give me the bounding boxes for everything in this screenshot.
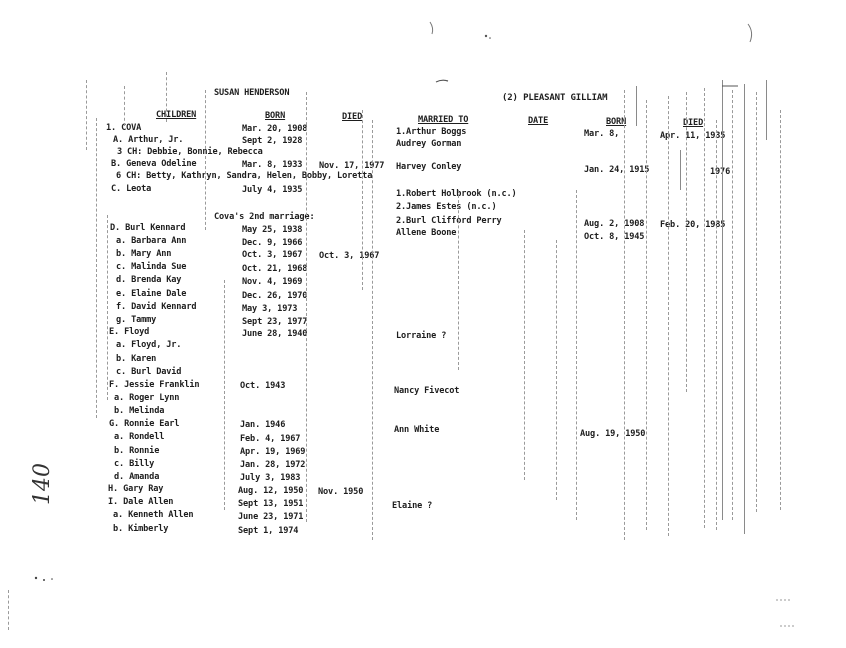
column-header-spouse-born: BORN	[606, 117, 627, 127]
entry-born: Oct. 1943	[240, 381, 286, 391]
entry-born: Sept 1, 1974	[238, 526, 299, 536]
entry-child: b. Melinda	[114, 406, 165, 416]
entry-born: June 28, 1940	[242, 329, 308, 339]
entry-child: a. Barbara Ann	[116, 236, 187, 246]
entry-married-to: Nancy Fivecot	[394, 386, 460, 396]
entry-married-to: Ann White	[394, 425, 440, 435]
entry-married-to: 1.Arthur Boggs	[396, 127, 467, 137]
column-header-date: DATE	[528, 116, 549, 126]
entry-spouse-died: 1976	[710, 167, 731, 177]
left-family-name: SUSAN HENDERSON	[214, 88, 290, 98]
entry-born: Dec. 26, 1970	[242, 291, 308, 301]
entry-born: Dec. 9, 1966	[242, 238, 303, 248]
entry-child: G. Ronnie Earl	[109, 419, 180, 429]
entry-child: b. Ronnie	[114, 446, 160, 456]
entry-married-to: Elaine ?	[392, 501, 433, 511]
entry-child: B. Geneva Odeline	[111, 159, 197, 169]
entry-child: a. Kenneth Allen	[113, 510, 194, 520]
second-marriage-note: Cova's 2nd marriage:	[214, 212, 315, 222]
entry-spouse-died: Feb. 20, 1985	[660, 220, 726, 230]
entry-spouse-born: Oct. 8, 1945	[584, 232, 645, 242]
entry-died: Nov. 17, 1977	[319, 161, 385, 171]
entry-spouse-born: Aug. 19, 1950	[580, 429, 646, 439]
entry-born: May 3, 1973	[242, 304, 298, 314]
entry-child: g. Tammy	[116, 315, 157, 325]
entry-child: I. Dale Allen	[108, 497, 174, 507]
entry-spouse-died: Apr. 11, 1935	[660, 131, 726, 141]
right-family-name: (2) PLEASANT GILLIAM	[502, 93, 608, 103]
entry-child: b. Kimberly	[113, 524, 169, 534]
entry-spouse-born: Aug. 2, 1908	[584, 219, 645, 229]
entry-spouse-born: Jan. 24, 1915	[584, 165, 650, 175]
entry-married-to: 1.Robert Holbrook (n.c.)	[396, 189, 517, 199]
entry-born: July 4, 1935	[242, 185, 303, 195]
entry-child: A. Arthur, Jr.	[113, 135, 184, 145]
entry-born: Jan. 28, 1972	[240, 460, 306, 470]
entry-married-to: Harvey Conley	[396, 162, 462, 172]
entry-child: a. Roger Lynn	[114, 393, 180, 403]
entry-born: Oct. 21, 1968	[242, 264, 308, 274]
entry-child: 1. COVA	[106, 123, 142, 133]
entry-child: a. Floyd, Jr.	[116, 340, 182, 350]
entry-child: c. Malinda Sue	[116, 262, 187, 272]
column-header-died: DIED	[342, 112, 363, 122]
entry-child: F. Jessie Franklin	[109, 380, 200, 390]
column-header-children: CHILDREN	[156, 110, 197, 120]
entry-married-to: Lorraine ?	[396, 331, 447, 341]
column-header-married-to: MARRIED TO	[418, 115, 469, 125]
entry-born: June 23, 1971	[238, 512, 304, 522]
entry-married-to: Audrey Gorman	[396, 139, 462, 149]
entry-married-to: 2.James Estes (n.c.)	[396, 202, 497, 212]
entry-born: Sept 23, 1977	[242, 317, 308, 327]
entry-child: H. Gary Ray	[108, 484, 164, 494]
entry-child: D. Burl Kennard	[110, 223, 186, 233]
entry-spouse-born: Mar. 8,	[584, 129, 620, 139]
handwritten-page-number: 140	[30, 463, 55, 505]
entry-born: Mar. 20, 1908	[242, 124, 308, 134]
entry-children-note: 3 CH: Debbie, Bonnie, Rebecca	[117, 147, 263, 157]
entry-child: f. David Kennard	[116, 302, 197, 312]
entry-children-note: 6 CH: Betty, Kathryn, Sandra, Helen, Bobby, Loretta	[116, 171, 373, 181]
entry-child: c. Burl David	[116, 367, 182, 377]
entry-child: e. Elaine Dale	[116, 289, 187, 299]
entry-born: Sept 13, 1951	[238, 499, 304, 509]
entry-child: b. Mary Ann	[116, 249, 172, 259]
entry-married-to: 2.Burl Clifford Perry	[396, 216, 502, 226]
entry-child: d. Amanda	[114, 472, 160, 482]
entry-child: C. Leota	[111, 184, 152, 194]
entry-child: E. Floyd	[109, 327, 150, 337]
entry-born: Feb. 4, 1967	[240, 434, 301, 444]
entry-child: b. Karen	[116, 354, 157, 364]
entry-born: May 25, 1938	[242, 225, 303, 235]
column-header-spouse-died: DIED	[683, 118, 704, 128]
entry-died: Nov. 1950	[318, 487, 364, 497]
entry-born: Nov. 4, 1969	[242, 277, 303, 287]
entry-born: Apr. 19, 1969	[240, 447, 306, 457]
entry-born: July 3, 1983	[240, 473, 301, 483]
entry-married-to: Allene Boone	[396, 228, 457, 238]
entry-born: Aug. 12, 1950	[238, 486, 304, 496]
entry-died: Oct. 3, 1967	[319, 251, 380, 261]
entry-child: c. Billy	[114, 459, 155, 469]
entry-born: Jan. 1946	[240, 420, 286, 430]
entry-born: Mar. 8, 1933	[242, 160, 303, 170]
entry-born: Sept 2, 1928	[242, 136, 303, 146]
entry-child: d. Brenda Kay	[116, 275, 182, 285]
entry-born: Oct. 3, 1967	[242, 250, 303, 260]
entry-child: a. Rondell	[114, 432, 165, 442]
column-header-born: BORN	[265, 111, 286, 121]
